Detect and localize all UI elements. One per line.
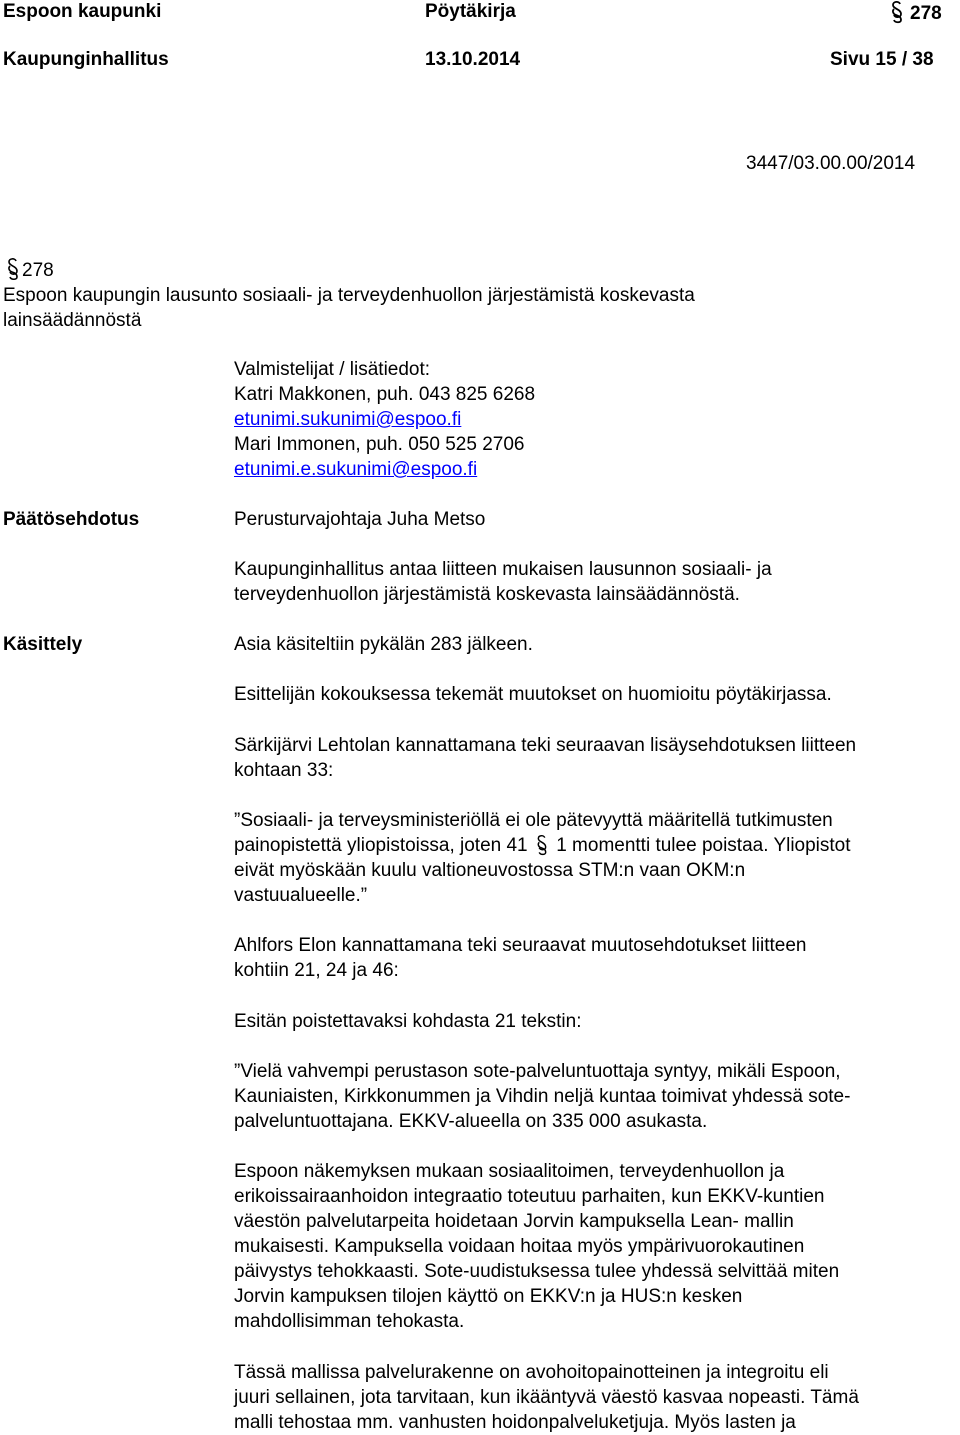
proposal-text: [234, 557, 954, 607]
proposal-text-line: terveydenhuollon järjestämistä koskevasta lainsäädännöstä.: [234, 584, 740, 605]
handling-p6-line: mahdollisimman tehokasta.: [234, 1311, 465, 1332]
preparers-block: [234, 357, 535, 482]
handling-p7-line: juuri sellainen, jota tarvitaan, kun ikääntyvä väestö kasvaa nopeasti. Tämä: [234, 1387, 859, 1408]
header-doc-type: Pöytäkirja: [425, 1, 516, 22]
header-page: Sivu 15 / 38: [830, 49, 934, 70]
item-number: 278: [22, 260, 54, 281]
handling-p1: Asia käsiteltiin pykälän 283 jälkeen.: [234, 634, 533, 655]
header-body: Kaupunginhallitus: [3, 49, 169, 70]
preparer-2-email-link[interactable]: etunimi.e.sukunimi@espoo.fi: [234, 459, 478, 480]
handling-p4-line: kohtiin 21, 24 ja 46:: [234, 960, 399, 981]
preparers-heading: Valmistelijat / lisätiedot:: [234, 359, 431, 380]
section-sign-icon: [535, 834, 549, 856]
handling-p5: Esitän poistettavaksi kohdasta 21 tekstin:: [234, 1011, 582, 1032]
quote-2-line: Kauniaisten, Kirkkonummen ja Vihdin neljä kuntaa toimivat yhdessä sote-: [234, 1086, 851, 1107]
quote-1-text: painopistettä yliopistoissa, joten 41: [234, 835, 528, 856]
header-org: Espoon kaupunki: [3, 1, 162, 22]
handling-p7-line: malli tehostaa mm. vanhusten hoidonpalveluketjuja. Myös lasten ja: [234, 1412, 796, 1433]
record-id: 3447/03.00.00/2014: [746, 153, 916, 174]
quote-1-line: eivät myöskään kuulu valtioneuvostossa STM:n vaan OKM:n: [234, 860, 746, 881]
section-sign-icon: [890, 0, 904, 24]
handling-p6-line: Jorvin kampuksen tilojen käyttö on EKKV:n ja HUS:n kesken: [234, 1286, 743, 1307]
quote-2-line: ”Vielä vahvempi perustason sote-palveluntuottaja syntyy, mikäli Espoon,: [234, 1061, 841, 1082]
preparer-2: Mari Immonen, puh. 050 525 2706: [234, 434, 525, 455]
header-section-number: 278: [910, 3, 942, 24]
section-sign-icon: [3, 257, 23, 281]
quote-1-line: vastuualueelle.”: [234, 885, 368, 906]
handling-p3: [234, 733, 954, 783]
header-section-group: [890, 0, 942, 26]
item-title-line: Espoon kaupungin lausunto sosiaali- ja terveydenhuollon järjestämistä koskevasta: [3, 285, 695, 306]
quote-2: [234, 1059, 954, 1134]
quote-1-text: Yliopistot: [773, 835, 851, 856]
handling-p6-line: erikoissairaanhoidon integraatio toteutuu parhaiten, kun EKKV-kuntien: [234, 1186, 825, 1207]
handling-p6: [234, 1159, 954, 1334]
handling-label: Käsittely: [3, 634, 83, 655]
handling-p2: Esittelijän kokouksessa tekemät muutokset on huomioitu pöytäkirjassa.: [234, 684, 832, 705]
handling-p7-line: Tässä mallissa palvelurakenne on avohoitopainotteinen ja integroitu eli: [234, 1362, 829, 1383]
quote-1-line: [234, 833, 954, 858]
handling-p7: [234, 1360, 954, 1435]
item-title: [3, 283, 695, 333]
handling-p6-line: mukaisesti. Kampuksella voidaan hoitaa myös ympärivuorokautinen: [234, 1236, 805, 1257]
quote-1-line: ”Sosiaali- ja terveysministeriöllä ei ole pätevyyttä määritellä tutkimusten: [234, 810, 833, 831]
quote-1-text: 1 momentti tulee poistaa.: [556, 835, 769, 856]
proposal-label: Päätösehdotus: [3, 509, 140, 530]
quote-2-line: palveluntuottajana. EKKV-alueella on 335 000 asukasta.: [234, 1111, 708, 1132]
quote-1: [234, 808, 954, 908]
header-date: 13.10.2014: [425, 49, 521, 70]
proposal-text-line: Kaupunginhallitus antaa liitteen mukaisen lausunnon sosiaali- ja: [234, 559, 772, 580]
preparer-1-email-link[interactable]: etunimi.sukunimi@espoo.fi: [234, 409, 462, 430]
item-title-line: lainsäädännöstä: [3, 310, 142, 331]
handling-p3-line: Särkijärvi Lehtolan kannattamana teki seuraavan lisäysehdotuksen liitteen: [234, 735, 857, 756]
handling-p4: [234, 933, 954, 983]
handling-p4-line: Ahlfors Elon kannattamana teki seuraavat muutosehdotukset liitteen: [234, 935, 807, 956]
handling-p6-line: päivystys tehokkaasti. Sote-uudistuksessa tulee yhdessä selvittää miten: [234, 1261, 840, 1282]
handling-p3-line: kohtaan 33:: [234, 760, 334, 781]
preparer-1: Katri Makkonen, puh. 043 825 6268: [234, 384, 536, 405]
proposal-presenter: Perusturvajohtaja Juha Metso: [234, 509, 486, 530]
handling-p6-line: Espoon näkemyksen mukaan sosiaalitoimen, terveydenhuollon ja: [234, 1161, 785, 1182]
handling-p6-line: väestön palvelutarpeita hoidetaan Jorvin kampuksella Lean- mallin: [234, 1211, 794, 1232]
